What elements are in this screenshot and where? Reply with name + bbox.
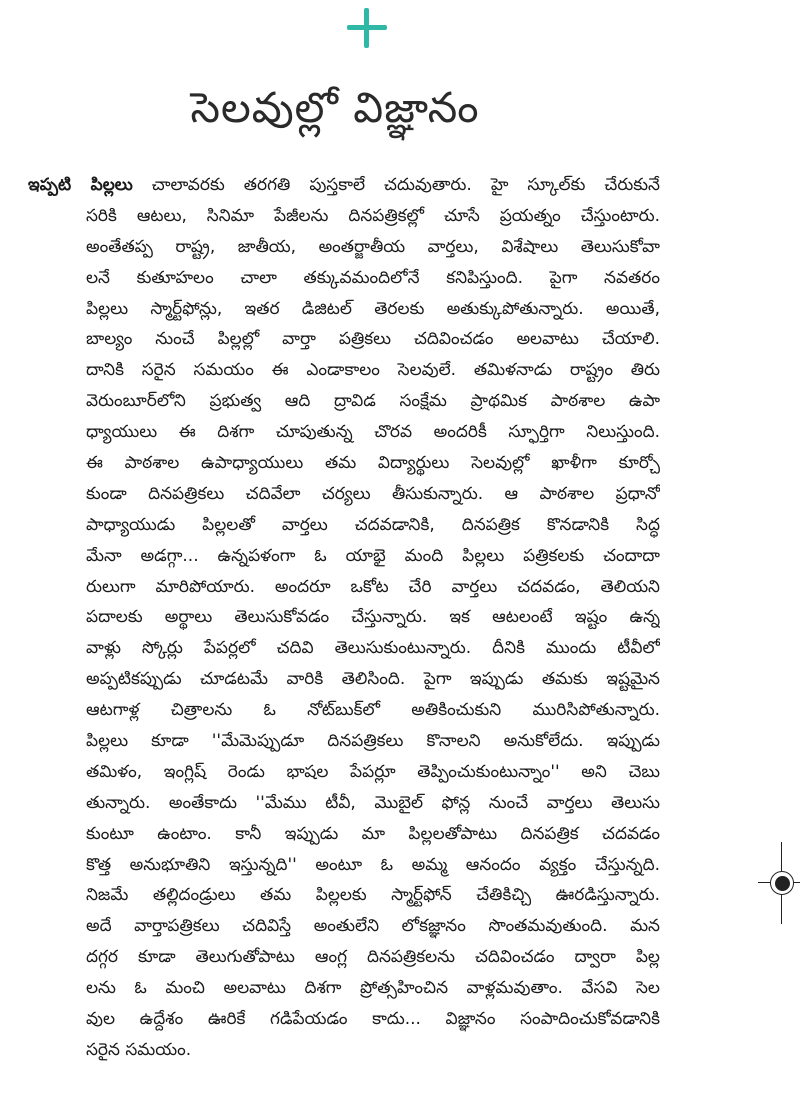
article-line: పిల్లలు స్మార్ట్‌ఫోన్లు, ఇతర డిజిటల్ తెరలకు అతుక్కుపోతున్నారు. అయితే, <box>86 298 660 319</box>
article-line: పాధ్యాయుడు పిల్లలతో వార్తలు చదవడానికి, దినపత్రిక కొనడానికి సిద్ధ <box>86 514 660 535</box>
article-lead: ఇప్పటి పిల్లలు <box>28 175 133 195</box>
article-line: అప్పటికప్పుడు చూడటమే వారికి తెలిసింది. పైగా ఇప్పుడు తమకు ఇష్టమైన <box>86 669 660 690</box>
plus-icon <box>345 6 389 50</box>
article-line: వుల ఉద్దేశం ఊరికే గడిపేయడం కాదు... విజ్ఞానం సంపాదించుకోవడానికి <box>86 1009 660 1030</box>
article-line: పదాలకు అర్థాలు తెలుసుకోవడం చేస్తున్నారు. ఇక ఆటలంటే ఇష్టం ఉన్న <box>86 607 660 628</box>
article-line: పిల్లలు కూడా ''మేమెప్పుడూ దినపత్రికలు కొనాలని అనుకోలేదు. ఇప్పుడు <box>86 731 660 752</box>
article-line: బాల్యం నుంచే పిల్లల్లో వార్తా పత్రికలు చదివించడం అలవాటు చేయాలి. <box>86 329 660 350</box>
article-body <box>28 170 660 1066</box>
article-line <box>28 170 660 201</box>
article-line: లనే కుతూహలం చాలా తక్కువమందిలోనే కనిపిస్తుంది. పైగా నవతరం <box>86 267 660 288</box>
article-line: రులుగా మారిపోయారు. అందరూ ఒకోట చేరి వార్తలు చదవడం, తెలియని <box>86 576 660 597</box>
article-line: సరైన సమయం. <box>86 1039 192 1060</box>
article-line-text: చాలావరకు తరగతి పుస్తకాలే చదువుతారు. హై స్కూల్‌కు చేరుకునే <box>151 175 660 195</box>
article-line: వెరుంబూర్‌లోని ప్రభుత్వ ఆది ద్రావిడ సంక్షేమ ప్రాథమిక పాఠశాల ఉపా <box>86 391 660 412</box>
article-line: కుంటూ ఉంటాం. కానీ ఇప్పుడు మా పిల్లలతోపాటు దినపత్రిక చదవడం <box>86 823 660 844</box>
article-line: లను ఓ మంచి అలవాటు దిశగా ప్రోత్సహించిన వాళ్లమవుతాం. వేసవి సెల <box>86 978 660 999</box>
article-title: సెలవుల్లో విజ్ఞానం <box>190 83 480 132</box>
article-line: తున్నారు. అంతేకాదు ''మేము టీవీ, మొబైల్ ఫోన్ల నుంచే వార్తలు తెలుసు <box>86 792 660 813</box>
registration-mark-dot <box>775 876 790 891</box>
article-line: అంతేతప్ప రాష్ట్ర, జాతీయ, అంతర్జాతీయ వార్తలు, విశేషాలు తెలుసుకోవా <box>86 236 660 257</box>
article-line: కొత్త అనుభూతిని ఇస్తున్నది'' అంటూ ఓ అమ్మ ఆనందం వ్యక్తం చేస్తున్నది. <box>86 854 660 875</box>
article-line: మేనా అడగ్గా... ఉన్నపళంగా ఓ యాభై మంది పిల్లలు పత్రికలకు చందాదా <box>86 545 660 566</box>
article-line: ధ్యాయులు ఈ దిశగా చూపుతున్న చొరవ అందరికీ స్ఫూర్తిగా నిలుస్తుంది. <box>86 422 660 443</box>
article-line: అదే వార్తాపత్రికలు చదివిస్తే అంతులేని లోకజ్ఞానం సొంతమవుతుంది. మన <box>86 916 660 937</box>
article-line: ఆటగాళ్ల చిత్రాలను ఓ నోట్‌బుక్‌లో అతికించుకుని మురిసిపోతున్నారు. <box>86 700 660 721</box>
article-line: కుండా దినపత్రికలు చదివేలా చర్యలు తీసుకున్నారు. ఆ పాఠశాల ప్రధానో <box>86 483 660 504</box>
registration-mark-icon <box>764 858 800 908</box>
article-line: వాళ్లు స్కోర్లు పేపర్లలో చదివి తెలుసుకుంటున్నారు. దీనికి ముందు టీవీలో <box>86 638 660 659</box>
article-line: ఈ పాఠశాల ఉపాధ్యాయులు తమ విద్యార్థులు సెలవుల్లో ఖాళీగా కూర్చో <box>86 453 660 474</box>
article-line: నిజమే తల్లిదండ్రులు తమ పిల్లలకు స్మార్ట్‌ఫోన్ చేతికిచ్చి ఊరడిస్తున్నారు. <box>86 885 660 906</box>
article-line: దగ్గర కూడా తెలుగుతోపాటు ఆంగ్ల దినపత్రికలను చదివించడం ద్వారా పిల్ల <box>86 947 660 968</box>
article-line: దానికి సరైన సమయం ఈ ఎండాకాలం సెలవులే. తమిళనాడు రాష్ట్రం తిరు <box>86 360 660 381</box>
article-line: సరికి ఆటలు, సినిమా పేజీలను దినపత్రికల్లో చూసే ప్రయత్నం చేస్తుంటారు. <box>86 205 660 226</box>
plus-icon-vertical-bar <box>364 8 369 48</box>
article-line: తమిళం, ఇంగ్లిష్ రెండు భాషల పేపర్లూ తెప్పించుకుంటున్నాం'' అని చెబు <box>86 761 660 782</box>
